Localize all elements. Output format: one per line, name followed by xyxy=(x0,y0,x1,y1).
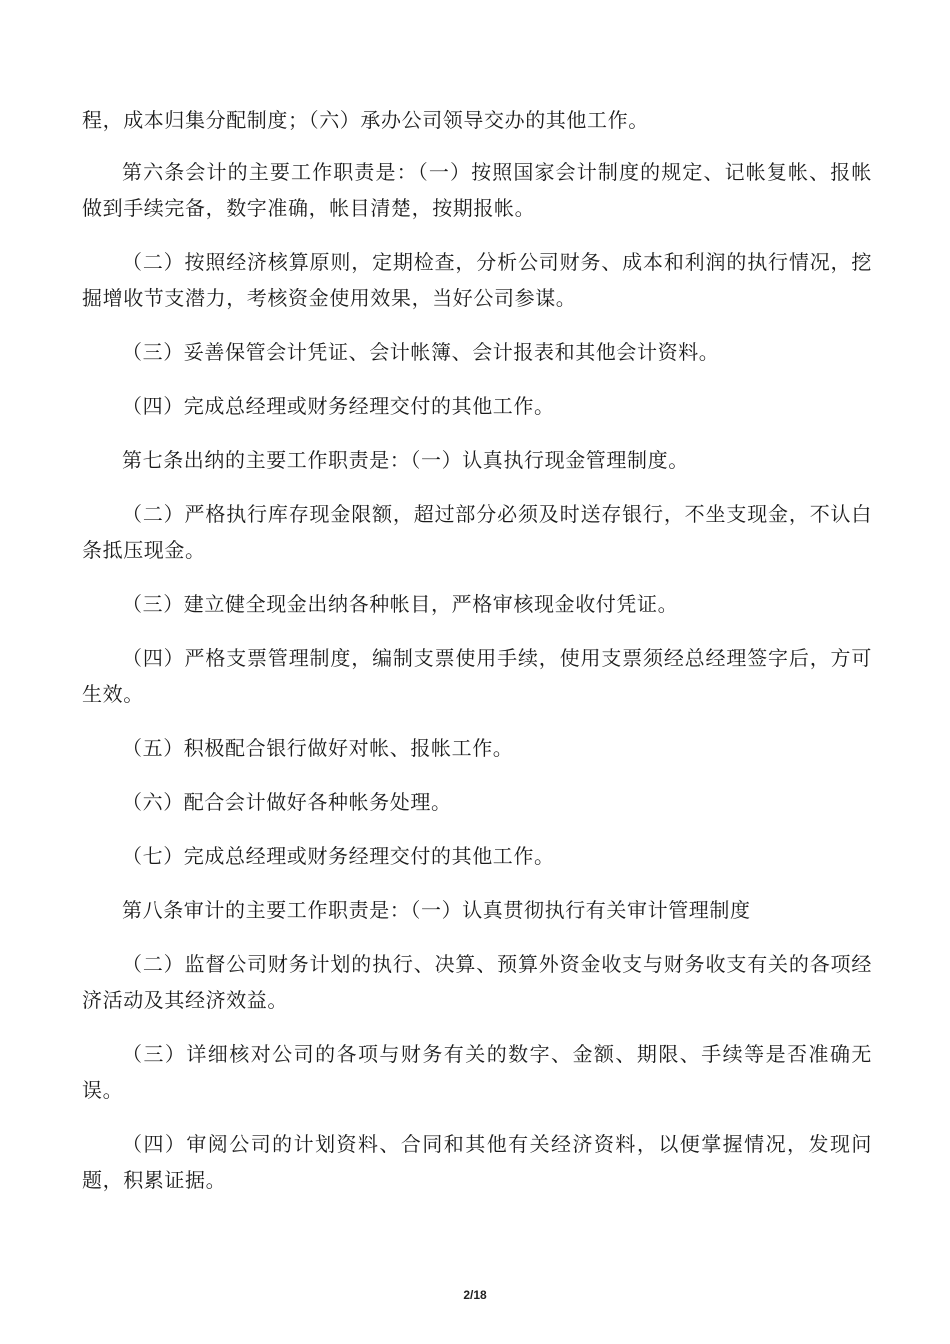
paragraph-article-7: 第七条出纳的主要工作职责是：（一）认真执行现金管理制度。 xyxy=(122,448,689,472)
paragraph: （四）严格支票管理制度，编制支票使用手续，使用支票须经总经理签字后，方可生效。 xyxy=(82,646,872,706)
paragraph-article-8: 第八条审计的主要工作职责是：（一）认真贯彻执行有关审计管理制度 xyxy=(122,898,751,922)
page-number: 2/18 xyxy=(463,1288,487,1302)
paragraph: （三）建立健全现金出纳各种帐目，严格审核现金收付凭证。 xyxy=(122,592,679,616)
paragraph: （二）严格执行库存现金限额，超过部分必须及时送存银行，不坐支现金，不认白条抵压现金。 xyxy=(82,502,872,562)
paragraph: （三）详细核对公司的各项与财务有关的数字、金额、期限、手续等是否准确无误。 xyxy=(82,1042,872,1102)
paragraph: （六）配合会计做好各种帐务处理。 xyxy=(122,790,452,814)
paragraph: （三）妥善保管会计凭证、会计帐簿、会计报表和其他会计资料。 xyxy=(122,340,720,364)
paragraph: （四）审阅公司的计划资料、合同和其他有关经济资料，以便掌握情况，发现问题，积累证据。 xyxy=(82,1132,872,1192)
paragraph: （四）完成总经理或财务经理交付的其他工作。 xyxy=(122,394,555,418)
paragraph: 程，成本归集分配制度；（六）承办公司领导交办的其他工作。 xyxy=(82,108,649,132)
paragraph: （五）积极配合银行做好对帐、报帐工作。 xyxy=(122,736,514,760)
paragraph: （二）按照经济核算原则，定期检查，分析公司财务、成本和利润的执行情况，挖掘增收节支潜力，考核资金使用效果，当好公司参谋。 xyxy=(82,250,872,310)
document-body xyxy=(82,102,872,1216)
paragraph: （二）监督公司财务计划的执行、决算、预算外资金收支与财务收支有关的各项经济活动及其经济效益。 xyxy=(82,952,872,1012)
paragraph: （七）完成总经理或财务经理交付的其他工作。 xyxy=(122,844,555,868)
paragraph-article-6: 第六条会计的主要工作职责是：（一）按照国家会计制度的规定、记帐复帐、报帐做到手续完备，数字准确，帐目清楚，按期报帐。 xyxy=(82,160,872,220)
